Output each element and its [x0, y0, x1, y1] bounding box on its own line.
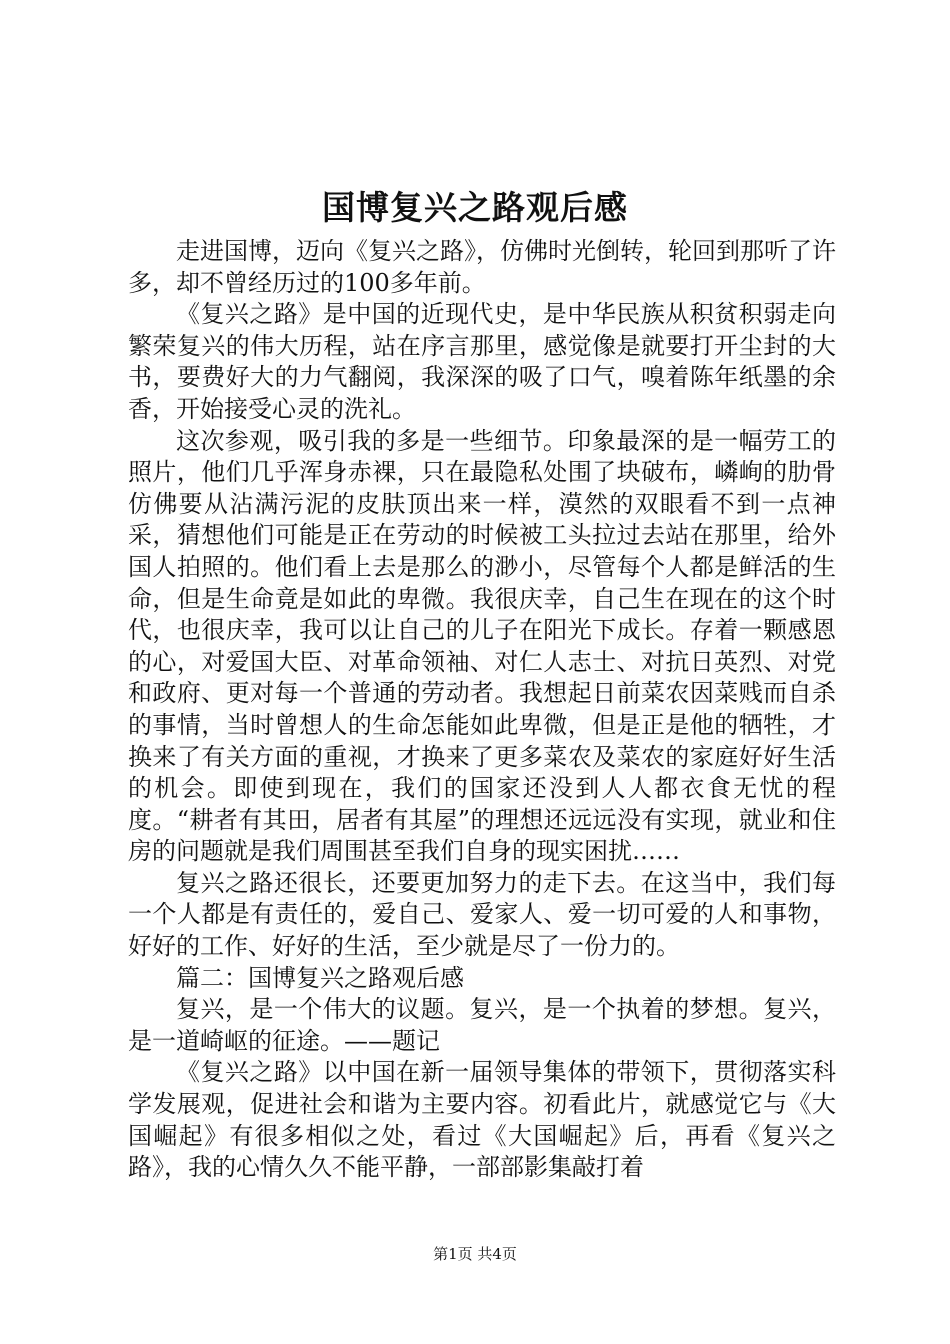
- section-heading: 篇二：国博复兴之路观后感: [176, 963, 464, 992]
- document-title: 国博复兴之路观后感: [322, 188, 628, 227]
- paragraph: 《复兴之路》以中国在新一届领导集体的带领下，贯彻落实科学发展观，促进社会和谐为主要内容。初看此片，就感觉它与《大国崛起》有很多相似之处，看过《大国崛起》后，再看《复兴之路》，我的心情久久不能平静，一部部影集敲打着: [128, 1058, 836, 1182]
- paragraph: 复兴，是一个伟大的议题。复兴，是一个执着的梦想。复兴，是一道崎岖的征途。——题记: [128, 995, 836, 1055]
- paragraph: 复兴之路还很长，还要更加努力的走下去。在这当中，我们每一个人都是有责任的，爱自己、爱家人、爱一切可爱的人和事物，好好的工作、好好的生活，至少就是尽了一份力的。: [128, 868, 836, 961]
- paragraph: 《复兴之路》是中国的近现代史，是中华民族从积贫积弱走向繁荣复兴的伟大历程，站在序言那里，感觉像是就要打开尘封的大书，要费好大的力气翻阅，我深深的吸了口气，嗅着陈年纸墨的余香，开始接受心灵的洗礼。: [128, 300, 836, 423]
- page-footer: 第1页 共4页: [433, 1245, 517, 1263]
- paragraph: 走进国博，迈向《复兴之路》，仿佛时光倒转，轮回到那听了许多，却不曾经历过的100多年前。: [128, 237, 836, 297]
- document-body: [128, 236, 836, 1184]
- paragraph: 这次参观，吸引我的多是一些细节。印象最深的是一幅劳工的照片，他们几乎浑身赤裸，只在最隐私处围了块破布，嶙峋的肋骨仿佛要从沾满污泥的皮肤顶出来一样，漠然的双眼看不到一点神采，猜想他们可能是正在劳动的时候被工头拉过去站在那里，给外国人拍照的。他们看上去是那么的渺小，尽管每个人都是鲜活的生命，但是生命竟是如此的卑微。我很庆幸，自己生在现在的这个时代，也很庆幸，我可以让自己的儿子在阳光下成长。存着一颗感恩的心，对爱国大臣、对革命领袖、对仁人志士、对抗日英烈、对党和政府、更对每一个普通的劳动者。我想起日前菜农因菜贱而自杀的事情，当时曾想人的生命怎能如此卑微，但是正是他的牺牲，才换来了有关方面的重视，才换来了更多菜农及菜农的家庭好好生活的机会。即使到现在，我们的国家还没到人人都衣食无忧的程度。“耕者有其田，居者有其屋”的理想还远远没有实现，就业和住房的问题就是我们周围甚至我们自身的现实困扰……: [128, 426, 836, 866]
